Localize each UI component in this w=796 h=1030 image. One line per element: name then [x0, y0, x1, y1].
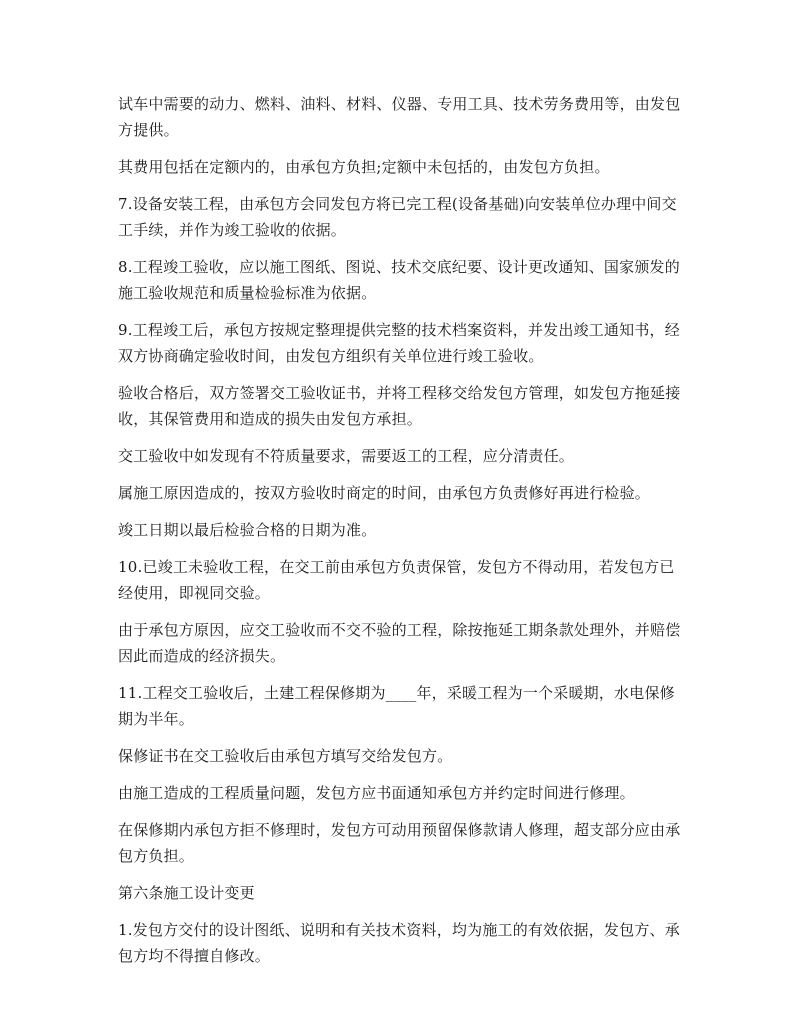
paragraph-testrun-costs: 试车中需要的动力、燃料、油料、材料、仪器、专用工具、技术劳务费用等，由发包方提供。 [118, 95, 681, 139]
paragraph-clause-7: 7.设备安装工程，由承包方会同发包方将已完工程(设备基础)向安装单位办理中间交工手续，并作为竣工验收的依据。 [118, 195, 677, 239]
section-heading-article-6: 第六条施工设计变更 [118, 884, 255, 902]
paragraph-article-6-clause-1: 1.发包方交付的设计图纸、说明和有关技术资料，均为施工的有效依据，发包方、承包方均不得擅自修改。 [118, 921, 680, 965]
paragraph-cost-allocation: 其费用包括在定额内的，由承包方负担;定额中未包括的，由发包方负担。 [118, 158, 610, 176]
paragraph-clause-10: 10.已竣工未验收工程，在交工前由承包方负责保管，发包方不得动用，若发包方已经使用，即视同交验。 [118, 558, 675, 602]
paragraph-delay-compensation: 由于承包方原因，应交工验收而不交不验的工程，除按拖延工期条款处理外，并赔偿因此而造成的经济损失。 [118, 621, 681, 665]
paragraph-rework-responsibility: 交工验收中如发现有不符质量要求，需要返工的工程，应分清责任。 [118, 447, 575, 465]
paragraph-construction-cause: 属施工原因造成的，按双方验收时商定的时间，由承包方负责修好再进行检验。 [118, 484, 651, 502]
paragraph-warranty-certificate: 保修证书在交工验收后由承包方填写交给发包方。 [118, 747, 453, 765]
paragraph-acceptance-signing: 验收合格后，双方签署交工验收证书，并将工程移交给发包方管理，如发包方拖延接收，其保管费用和造成的损失由发包方承担。 [118, 384, 681, 428]
paragraph-warranty-refusal: 在保修期内承包方拒不修理时，发包方可动用预留保修款请人修理，超支部分应由承包方负担。 [118, 821, 681, 865]
paragraph-completion-date: 竣工日期以最后检验合格的日期为准。 [118, 521, 377, 539]
paragraph-quality-issue-notice: 由施工造成的工程质量问题，发包方应书面通知承包方并约定时间进行修理。 [118, 784, 635, 802]
document-body [118, 91, 688, 980]
paragraph-clause-11: 11.工程交工验收后，土建工程保修期为____年，采暖工程为一个采暖期，水电保修期为半年。 [118, 684, 675, 728]
paragraph-clause-8: 8.工程竣工验收，应以施工图纸、图说、技术交底纪要、设计更改通知、国家颁发的施工验收规范和质量检验标准为依据。 [118, 258, 680, 302]
paragraph-clause-9: 9.工程竣工后，承包方按规定整理提供完整的技术档案资料，并发出竣工通知书，经双方协商确定验收时间，由发包方组织有关单位进行竣工验收。 [118, 321, 680, 365]
